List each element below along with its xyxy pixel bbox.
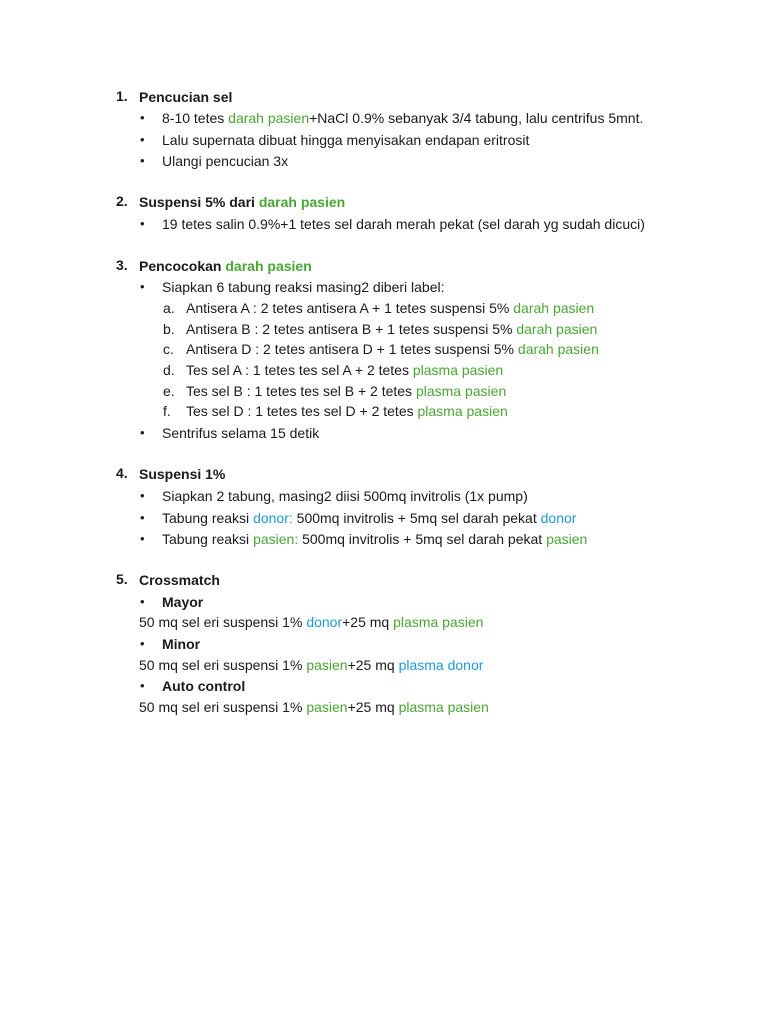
sublist-item-f: Tes sel D : 1 tetes tes sel D + 2 tetes plasma pasien — [186, 403, 508, 419]
auto-control-text: 50 mq sel eri suspensi 1% pasien+25 mq plasma pasien — [139, 699, 489, 715]
bullet: • — [140, 425, 145, 440]
bullet: • — [140, 216, 145, 231]
section-1-number: 1. — [116, 88, 128, 104]
bullet: • — [140, 488, 145, 503]
sublist-item-b: Antisera B : 2 tetes antisera B + 1 tetes suspensi 5% darah pasien — [186, 321, 598, 337]
sublist-letter: e. — [163, 383, 175, 399]
sublist-item-d: Tes sel A : 1 tetes tes sel A + 2 tetes plasma pasien — [186, 362, 504, 378]
bullet: • — [140, 153, 145, 168]
section-4-bullet-3: Tabung reaksi pasien: 500mq invitrolis + 5mq sel darah pekat pasien — [162, 531, 588, 547]
bullet: • — [140, 110, 145, 125]
section-2-bullet-1: 19 tetes salin 0.9%+1 tetes sel darah merah pekat (sel darah yg sudah dicuci) — [162, 216, 645, 232]
bullet: • — [140, 636, 145, 651]
section-5-number: 5. — [116, 571, 128, 587]
bullet: • — [140, 531, 145, 546]
section-1-bullet-2: Lalu supernata dibuat hingga menyisakan endapan eritrosit — [162, 132, 530, 148]
bullet: • — [140, 510, 145, 525]
sublist-item-e: Tes sel B : 1 tetes tes sel B + 2 tetes plasma pasien — [186, 383, 507, 399]
minor-label: Minor — [162, 636, 201, 652]
section-3-title: Pencocokan darah pasien — [139, 258, 312, 274]
section-2-title: Suspensi 5% dari darah pasien — [139, 194, 346, 210]
section-4-bullet-1: Siapkan 2 tabung, masing2 diisi 500mq invitrolis (1x pump) — [162, 488, 528, 504]
section-5-title: Crossmatch — [139, 572, 220, 588]
section-4-number: 4. — [116, 465, 128, 481]
section-4-title: Suspensi 1% — [139, 466, 226, 482]
bullet: • — [140, 279, 145, 294]
section-4-bullet-2: Tabung reaksi donor: 500mq invitrolis + 5mq sel darah pekat donor — [162, 510, 577, 526]
mayor-text: 50 mq sel eri suspensi 1% donor+25 mq plasma pasien — [139, 614, 484, 630]
bullet: • — [140, 678, 145, 693]
section-2-number: 2. — [116, 193, 128, 209]
minor-text: 50 mq sel eri suspensi 1% pasien+25 mq plasma donor — [139, 657, 484, 673]
sublist-letter: d. — [163, 362, 175, 378]
section-3-bullet-2: Sentrifus selama 15 detik — [162, 425, 320, 441]
sublist-letter: f. — [163, 403, 171, 419]
section-1-bullet-3: Ulangi pencucian 3x — [162, 153, 289, 169]
sublist-letter: c. — [163, 341, 174, 357]
sublist-letter: b. — [163, 321, 175, 337]
bullet: • — [140, 132, 145, 147]
section-3-number: 3. — [116, 257, 128, 273]
section-3-bullet-1: Siapkan 6 tabung reaksi masing2 diberi label: — [162, 279, 445, 295]
section-1-bullet-1: 8-10 tetes darah pasien+NaCl 0.9% sebanyak 3/4 tabung, lalu centrifus 5mnt. — [162, 110, 644, 126]
auto-control-label: Auto control — [162, 678, 246, 694]
sublist-item-c: Antisera D : 2 tetes antisera D + 1 tetes suspensi 5% darah pasien — [186, 341, 599, 357]
sublist-item-a: Antisera A : 2 tetes antisera A + 1 tetes suspensi 5% darah pasien — [186, 300, 595, 316]
sublist-letter: a. — [163, 300, 175, 316]
section-1-title: Pencucian sel — [139, 89, 233, 105]
mayor-label: Mayor — [162, 594, 204, 610]
bullet: • — [140, 594, 145, 609]
